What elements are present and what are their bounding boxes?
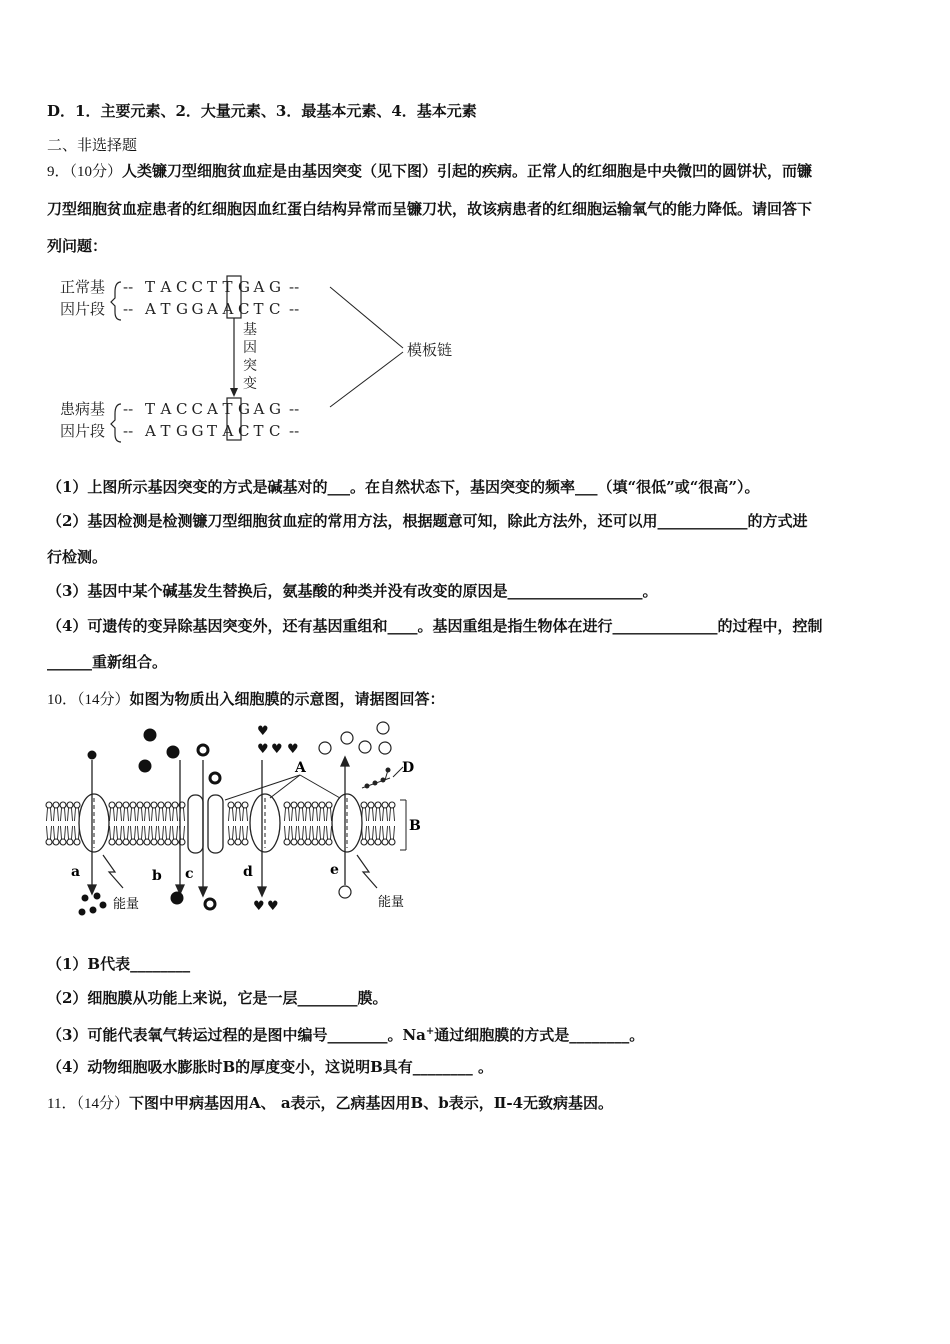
dna-base: G xyxy=(191,422,204,440)
dna-base: T xyxy=(207,422,218,440)
dna-base: C xyxy=(176,400,188,418)
q11-number: 11．（14分） xyxy=(47,1096,129,1112)
dna-base: T xyxy=(145,278,156,296)
dna-base: A xyxy=(145,300,156,318)
svg-text:♥: ♥ xyxy=(267,899,279,914)
svg-text:突: 突 xyxy=(243,358,257,374)
dna-base: C xyxy=(191,400,203,418)
dna-base: A xyxy=(253,278,265,296)
q9-number: 9．（10分） xyxy=(47,164,123,180)
dna-base: C xyxy=(269,300,281,318)
dna-base: A xyxy=(253,400,265,418)
dna-base: T xyxy=(253,422,264,440)
q9-sub3: （3）基因中某个碱基发生替换后，氨基酸的种类并没有改变的原因是__________________。 xyxy=(47,582,658,600)
q10-intro: 10．（14分）如图为物质出入细胞膜的示意图，请据图回答： xyxy=(47,690,445,708)
dna-base: A xyxy=(207,300,218,318)
dna-base: A xyxy=(222,300,234,318)
dna-base: T xyxy=(253,300,264,318)
dna-base: A xyxy=(145,422,156,440)
svg-text:因: 因 xyxy=(243,340,257,356)
section-title: 二、非选择题 xyxy=(47,136,138,154)
q10-sub4: （4）动物细胞吸水膨胀时B的厚度变小，这说明B具有________ 。 xyxy=(47,1058,494,1076)
q10-sub1: （1）B代表________ xyxy=(47,955,191,973)
dna-base: C xyxy=(191,278,203,296)
dna-base: T xyxy=(160,422,171,440)
protein-d xyxy=(250,794,280,852)
dna-base: C xyxy=(176,278,188,296)
dna-base: A xyxy=(222,422,234,440)
dna-base: T xyxy=(222,400,233,418)
q9-intro-line1: 9．（10分）人类镰刀型细胞贫血症是由基因突变（见下图）引起的疾病。正常人的红细胞是中央微凹的圆饼状，而镰 xyxy=(47,162,813,180)
svg-text:变: 变 xyxy=(243,376,257,392)
label-A: A xyxy=(295,760,306,776)
dna-base: G xyxy=(191,300,204,318)
dna-base: T xyxy=(160,300,171,318)
svg-text:♥: ♥ xyxy=(257,724,269,739)
label-D: D xyxy=(402,760,415,776)
dna-base: G xyxy=(176,300,188,318)
patient-label-2: 因片段 xyxy=(60,422,106,440)
label-d: d xyxy=(243,864,253,880)
dna-base: -- xyxy=(289,400,300,418)
dna-base: -- xyxy=(123,400,134,418)
dna-base: G xyxy=(176,422,188,440)
q10-sub2: （2）细胞膜从功能上来说，它是一层________膜。 xyxy=(47,989,388,1007)
dna-base: -- xyxy=(289,300,300,318)
dna-base: T xyxy=(145,400,156,418)
label-B: B xyxy=(409,818,421,834)
svg-text:♥: ♥ xyxy=(253,899,265,914)
dna-base: -- xyxy=(123,422,134,440)
q10-sub3: （3）可能代表氧气转运过程的是图中编号________。Na+通过细胞膜的方式是________。 xyxy=(47,1026,645,1044)
dna-base: C xyxy=(238,422,250,440)
dna-base: T xyxy=(207,278,218,296)
label-e: e xyxy=(330,862,339,878)
q11-intro: 11．（14分）下图中甲病基因用A、 a表示，乙病基因用B、b表示，Ⅱ-4无致病基因。 xyxy=(47,1094,614,1112)
patient-label-1: 患病基 xyxy=(60,400,106,418)
energy-label-2: 能量 xyxy=(378,895,405,910)
cell-membrane-figure xyxy=(45,720,425,920)
mutation-label xyxy=(243,321,257,392)
option-d: D．1．主要元素、2．大量元素、3．最基本元素、4．基本元素 xyxy=(47,102,477,120)
q9-sub4-line2: ______重新组合。 xyxy=(47,653,168,671)
dna-base: -- xyxy=(289,278,300,296)
dna-base: A xyxy=(207,400,218,418)
svg-text:♥: ♥ xyxy=(257,742,269,757)
q9-sub4-line1: （4）可遗传的变异除基因突变外，还有基因重组和____。基因重组是指生物体在进行______________的过程中，控制 xyxy=(47,617,823,635)
dna-base: -- xyxy=(123,278,134,296)
svg-text:♥: ♥ xyxy=(271,742,283,757)
template-label: 模板链 xyxy=(407,341,453,359)
protein-e xyxy=(332,794,362,852)
normal-label-2: 因片段 xyxy=(60,300,106,318)
gene-mutation-figure xyxy=(55,270,475,445)
dna-base: T xyxy=(222,278,233,296)
q9-intro-line2: 刀型细胞贫血症患者的红细胞因血红蛋白结构异常而呈镰刀状，故该病患者的红细胞运输氧气的能力降低。请回答下 xyxy=(47,200,813,218)
svg-text:♥: ♥ xyxy=(287,742,299,757)
svg-text:基: 基 xyxy=(243,322,257,338)
dna-sequences xyxy=(123,278,299,440)
dna-base: A xyxy=(160,400,172,418)
q9-sub2-line2: 行检测。 xyxy=(47,548,108,566)
label-c: c xyxy=(185,866,194,882)
label-b: b xyxy=(152,868,162,884)
dna-base: G xyxy=(269,400,281,418)
protein-a xyxy=(79,794,109,852)
protein-c xyxy=(188,795,223,853)
dna-base: -- xyxy=(123,300,134,318)
glycoprotein-D xyxy=(362,768,391,789)
energy-label-1: 能量 xyxy=(113,897,140,912)
normal-label-1: 正常基 xyxy=(60,278,106,296)
dna-base: G xyxy=(238,278,250,296)
dna-base: -- xyxy=(289,422,300,440)
q9-sub2-line1: （2）基因检测是检测镰刀型细胞贫血症的常用方法，根据题意可知，除此方法外，还可以用____________的方式进 xyxy=(47,512,808,530)
dna-base: G xyxy=(269,278,281,296)
label-a: a xyxy=(71,864,81,880)
dna-base: G xyxy=(238,400,250,418)
q10-number: 10．（14分） xyxy=(47,692,130,708)
dna-base: C xyxy=(238,300,250,318)
q9-sub1: （1）上图所示基因突变的方式是碱基对的___。在自然状态下，基因突变的频率___（填“很低”或“很高”）。 xyxy=(47,478,760,496)
q9-intro-line3: 列问题： xyxy=(47,237,108,255)
dna-base: A xyxy=(160,278,172,296)
dna-base: C xyxy=(269,422,281,440)
